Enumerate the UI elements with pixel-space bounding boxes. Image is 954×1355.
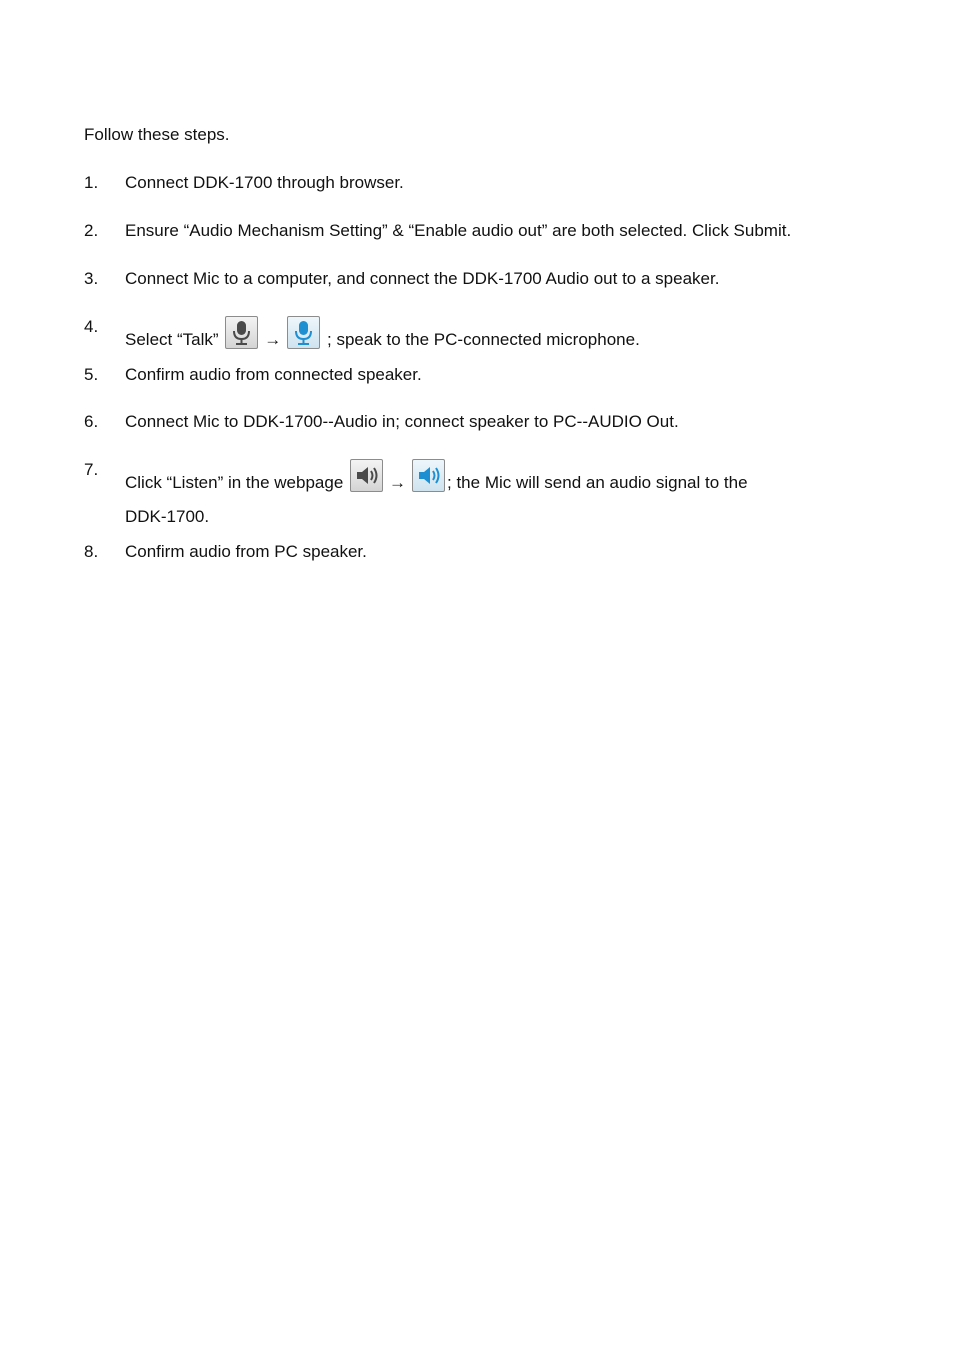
arrow: → [389,473,407,492]
step-number: 1. [84,173,99,192]
step-text: Confirm audio from PC speaker. [125,542,367,561]
intro-text: Follow these steps. [84,125,230,144]
step-number: 4. [84,317,99,336]
step-text-line2: DDK-1700. [125,507,210,526]
step-number: 5. [84,365,99,384]
step-number: 6. [84,412,99,431]
step-text [125,316,885,351]
step-text: Connect Mic to DDK-1700--Audio in; connect speaker to PC--AUDIO Out. [125,412,679,431]
step-text [125,459,885,528]
step-number: 2. [84,221,99,240]
step-number: 8. [84,542,99,561]
microphone-blue-icon [287,316,320,349]
speaker-blue-icon [412,459,445,492]
microphone-gray-icon [225,316,258,349]
step-text: Connect Mic to a computer, and connect the DDK-1700 Audio out to a speaker. [125,269,720,288]
step-number: 7. [84,460,99,479]
step-text-before: Select “Talk” [125,330,219,349]
step-text: Ensure “Audio Mechanism Setting” & “Enable audio out” are both selected. Click Submit. [125,221,792,240]
step-text: Confirm audio from connected speaker. [125,365,422,384]
speaker-gray-icon [350,459,383,492]
arrow: → [264,330,282,349]
step-number: 3. [84,269,99,288]
step-text-after: ; the Mic will send an audio signal to the [447,473,748,492]
step-text: Connect DDK-1700 through browser. [125,173,404,192]
step-text-after: ; speak to the PC-connected microphone. [327,330,640,349]
step-text-before: Click “Listen” in the webpage [125,473,344,492]
